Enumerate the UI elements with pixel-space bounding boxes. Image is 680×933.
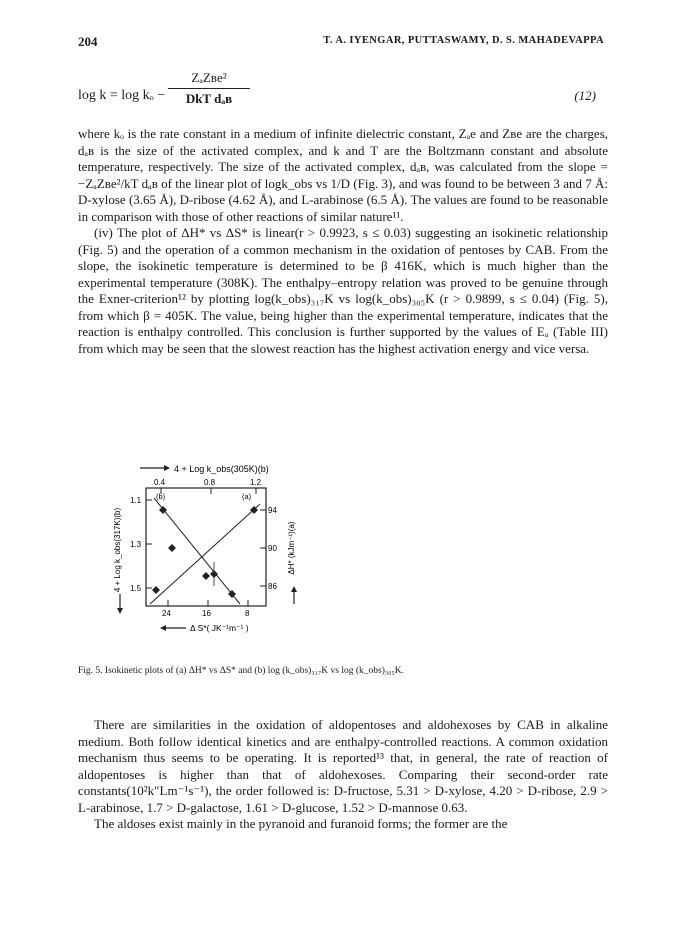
left-axis-arrowhead <box>117 608 123 614</box>
paragraph-2: (iv) The plot of ΔH* vs ΔS* is linear(r > 0.9923, s ≤ 0.03) suggesting an isokinetic relationship (Fig. 5) and the operation of a common mechanism in the oxidation of pentoses by CAB. From the slope, the isokinetic temperature is determined to be β 416K, which is much higher than the experimental temperature (308K). The enthalpy–entropy relation was proved to be genuine through the Exner-criterion¹² by plotting log(k_obs)₃₁₇K vs log(k_obs)₃₀₅K (r > 0.9899, s ≤ 0.04) (Fig. 5), from which β = 405K. The value, being higher than the experimental temperature, indicates that the reaction is enthalpy controlled. This conclusion is further supported by the values of Eₐ (Table III) from which may be seen that the slowest reaction has the highest activation energy and vice versa. <box>78 225 608 356</box>
left-tick-2: 1.3 <box>130 540 142 549</box>
figure-5-plot <box>110 458 350 658</box>
equation-number: (12) <box>574 88 596 103</box>
right-tick-3: 86 <box>268 582 277 591</box>
left-tick-1: 1.1 <box>130 496 142 505</box>
series-b-point <box>168 544 176 552</box>
plot-frame <box>146 488 266 606</box>
right-axis-arrowhead <box>291 586 297 592</box>
series-b-label: (b) <box>156 492 166 501</box>
equation-lhs: log k = log kₒ − <box>78 88 166 103</box>
right-axis-label: ΔH* (kJm⁻¹)(a) <box>287 521 296 575</box>
series-a-label: (a) <box>242 492 252 501</box>
series-a-line <box>150 504 260 604</box>
bottom-axis-label: Δ S*( JK⁻¹m⁻¹ ) <box>190 623 249 633</box>
top-tick-3: 1.2 <box>250 478 262 487</box>
running-header-authors: T. A. IYENGAR, PUTTASWAMY, D. S. MAHADEVAPPA <box>323 35 604 46</box>
top-tick-1: 0.4 <box>154 478 166 487</box>
paragraph-3: There are similarities in the oxidation of aldopentoses and aldohexoses by CAB in alkaline medium. Both follow identical kinetics and are enthalpy-controlled reactions. A common oxidation mechanism thus seems to be operating. It is reported¹³ that, in general, the rate of reaction of aldopentoses is higher than that of aldohexoses. Comparing their second-order rate constants(10²k″Lm⁻¹s⁻¹), the order followed is: D-fructose, 5.31 > D-xylose, 4.20 > D-ribose, 2.9 > L-arabinose, 1.7 > D-galactose, 1.61 > D-glucose, 1.52 > D-mannose 0.63. <box>78 717 608 815</box>
figure-caption: Fig. 5. Isokinetic plots of (a) ΔH* vs ΔS* and (b) log (k_obs)₃₁₇K vs log (k_obs)₃₀₅K. <box>78 666 405 676</box>
top-axis-arrowhead <box>164 465 170 471</box>
paragraph-1: where kₒ is the rate constant in a medium of infinite dielectric constant, Zₐe and Zʙe are the charges, dₐʙ is the size of the activated complex, and k and T are the Boltzmann constant and absolute temperature, respectively. The size of the activated complex, dₐʙ, was calculated from the slope = −ZₐZʙe²/kT dₐʙ of the linear plot of logk_obs vs 1/D (Fig. 3), and was found to be between 3 and 7 Å: D-xylose (3.65 Å), D-ribose (4.62 Å), and L-arabinose (6.5 Å). The values are found to be reasonable in comparison with those of other reactions of similar nature¹¹. <box>78 126 608 224</box>
bottom-axis-arrowhead <box>160 625 166 631</box>
left-tick-3: 1.5 <box>130 584 142 593</box>
series-a-point <box>152 586 160 594</box>
left-axis-label: 4 + Log k_obs(317K)(b) <box>113 507 122 593</box>
paragraph-4: The aldoses exist mainly in the pyranoid and furanoid forms; the former are the <box>94 816 508 831</box>
right-tick-2: 90 <box>268 544 277 553</box>
top-axis-label: 4 + Log k_obs(305K)(b) <box>174 464 269 474</box>
page-number: 204 <box>78 34 98 49</box>
bottom-tick-2: 16 <box>202 609 211 618</box>
top-tick-2: 0.8 <box>204 478 216 487</box>
equation-numerator: ZₐZʙe² <box>168 70 250 89</box>
bottom-tick-3: 8 <box>245 609 250 618</box>
right-tick-1: 94 <box>268 506 277 515</box>
series-a-point <box>202 572 210 580</box>
equation-denominator: DkT dₐʙ <box>185 91 233 106</box>
text-block-lower <box>78 717 608 833</box>
equation-fraction <box>168 70 250 107</box>
bottom-tick-1: 24 <box>162 609 171 618</box>
text-block-upper <box>78 126 608 357</box>
